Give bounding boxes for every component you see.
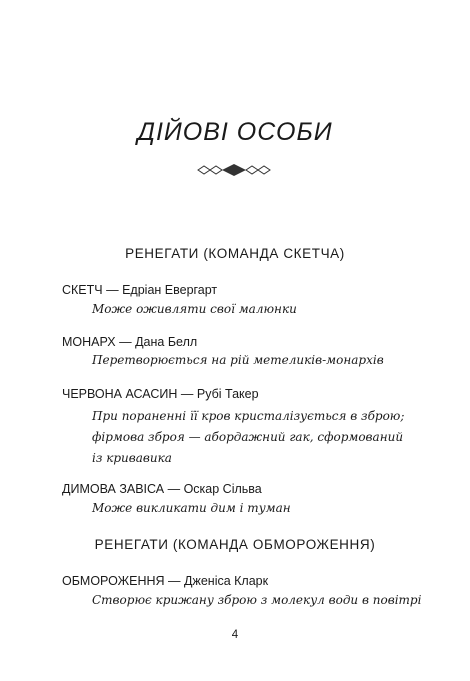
diamond-ornament-icon (196, 163, 272, 177)
page-number: 4 (231, 629, 239, 641)
character-name: ОБМОРОЖЕННЯ (62, 574, 165, 588)
description-line: із кривавика (92, 451, 172, 465)
dash: — (106, 283, 119, 297)
character-real-name: Оскар Сільва (183, 482, 262, 496)
description-line: При пораненні її кров кристалізується в зброю; (92, 409, 405, 423)
description-line: Може оживляти свої малюнки (92, 302, 297, 316)
character-description (92, 406, 422, 469)
character-description (92, 350, 422, 370)
dash: — (167, 482, 181, 496)
description-line: Перетворюється на рій метеликів-монархів (92, 353, 384, 367)
character-real-name: Рубі Такер (196, 387, 259, 401)
character-entry-heading (62, 482, 262, 496)
character-description (92, 498, 422, 518)
description-line: фірмова зброя — абордажний гак, сформований (92, 430, 404, 444)
character-description (92, 299, 422, 319)
page-title: ДІЙОВІ ОСОБИ (137, 118, 333, 146)
character-entry-heading (62, 283, 217, 297)
character-entry-heading (62, 387, 259, 401)
character-name: СКЕТЧ (62, 283, 103, 297)
dash: — (168, 574, 181, 588)
character-description (92, 590, 422, 610)
character-entry-heading (62, 335, 197, 349)
character-real-name: Едріан Евергарт (122, 283, 218, 297)
character-real-name: Дженіса Кларк (184, 574, 269, 588)
description-line: Може викликати дим і туман (92, 501, 291, 515)
section-heading: РЕНЕГАТИ (КОМАНДА ОБМОРОЖЕННЯ) (94, 537, 376, 552)
dash: — (119, 335, 132, 349)
character-name: МОНАРХ (62, 335, 116, 349)
dash: — (180, 387, 194, 401)
section-heading: РЕНЕГАТИ (КОМАНДА СКЕТЧА) (125, 246, 345, 261)
character-real-name: Дана Белл (135, 335, 198, 349)
character-entry-heading (62, 574, 268, 588)
character-name: ЧЕРВОНА АСАСИН (62, 387, 178, 401)
description-line: Створює крижану зброю з молекул води в повітрі (92, 593, 422, 607)
character-name: ДИМОВА ЗАВІСА (62, 482, 165, 496)
